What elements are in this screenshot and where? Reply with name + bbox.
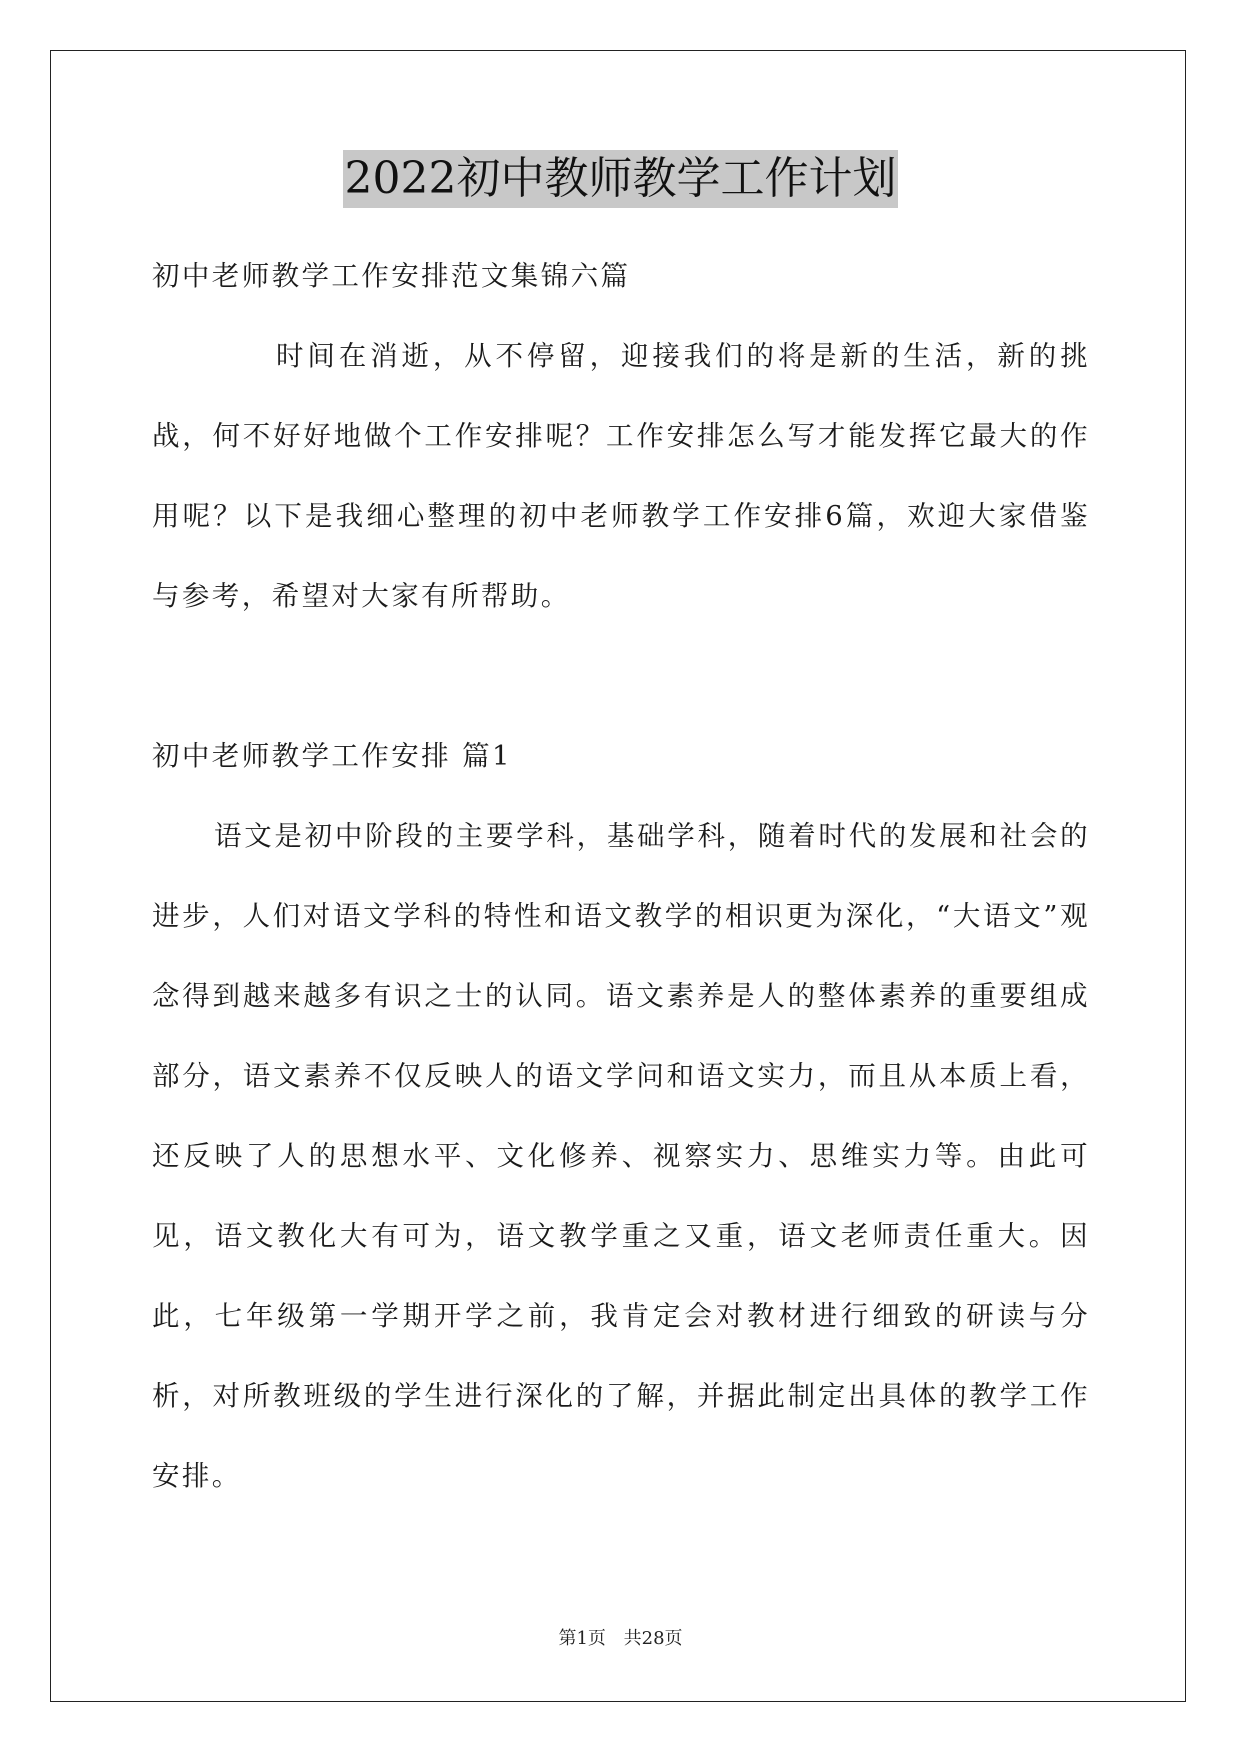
page-number: 第1页 xyxy=(558,1628,606,1649)
document-subtitle: 初中老师教学工作安排范文集锦六篇 xyxy=(152,260,631,292)
page-total: 共28页 xyxy=(623,1628,683,1649)
document-title-text: 2022初中教师教学工作计划 xyxy=(343,150,899,208)
body-paragraph: 语文是初中阶段的主要学科，基础学科，随着时代的发展和社会的进步，人们对语文学科的特性和语文教学的相识更为深化，“大语文”观念得到越来越多有识之士的认同。语文素养是人的整体素养的重要组成部分，语文素养不仅反映人的语文学问和语文实力，而且从本质上看，还反映了人的思想水平、文化修养、视察实力、思维实力等。由此可见，语文教化大有可为，语文教学重之又重，语文老师责任重大。因此，七年级第一学期开学之前，我肯定会对教材进行细致的研读与分析，对所教班级的学生进行深化的了解，并据此制定出具体的教学工作安排。 xyxy=(152,820,1090,1492)
section-heading: 初中老师教学工作安排 篇1 xyxy=(152,740,512,772)
intro-paragraph: 时间在消逝，从不停留，迎接我们的将是新的生活，新的挑战，何不好好地做个工作安排呢？工作安排怎么写才能发挥它最大的作用呢？以下是我细心整理的初中老师教学工作安排6篇，欢迎大家借鉴与参考，希望对大家有所帮助。 xyxy=(152,340,1090,612)
page-footer xyxy=(0,1624,1241,1650)
document-body xyxy=(152,236,1090,1516)
document-title xyxy=(0,150,1241,208)
